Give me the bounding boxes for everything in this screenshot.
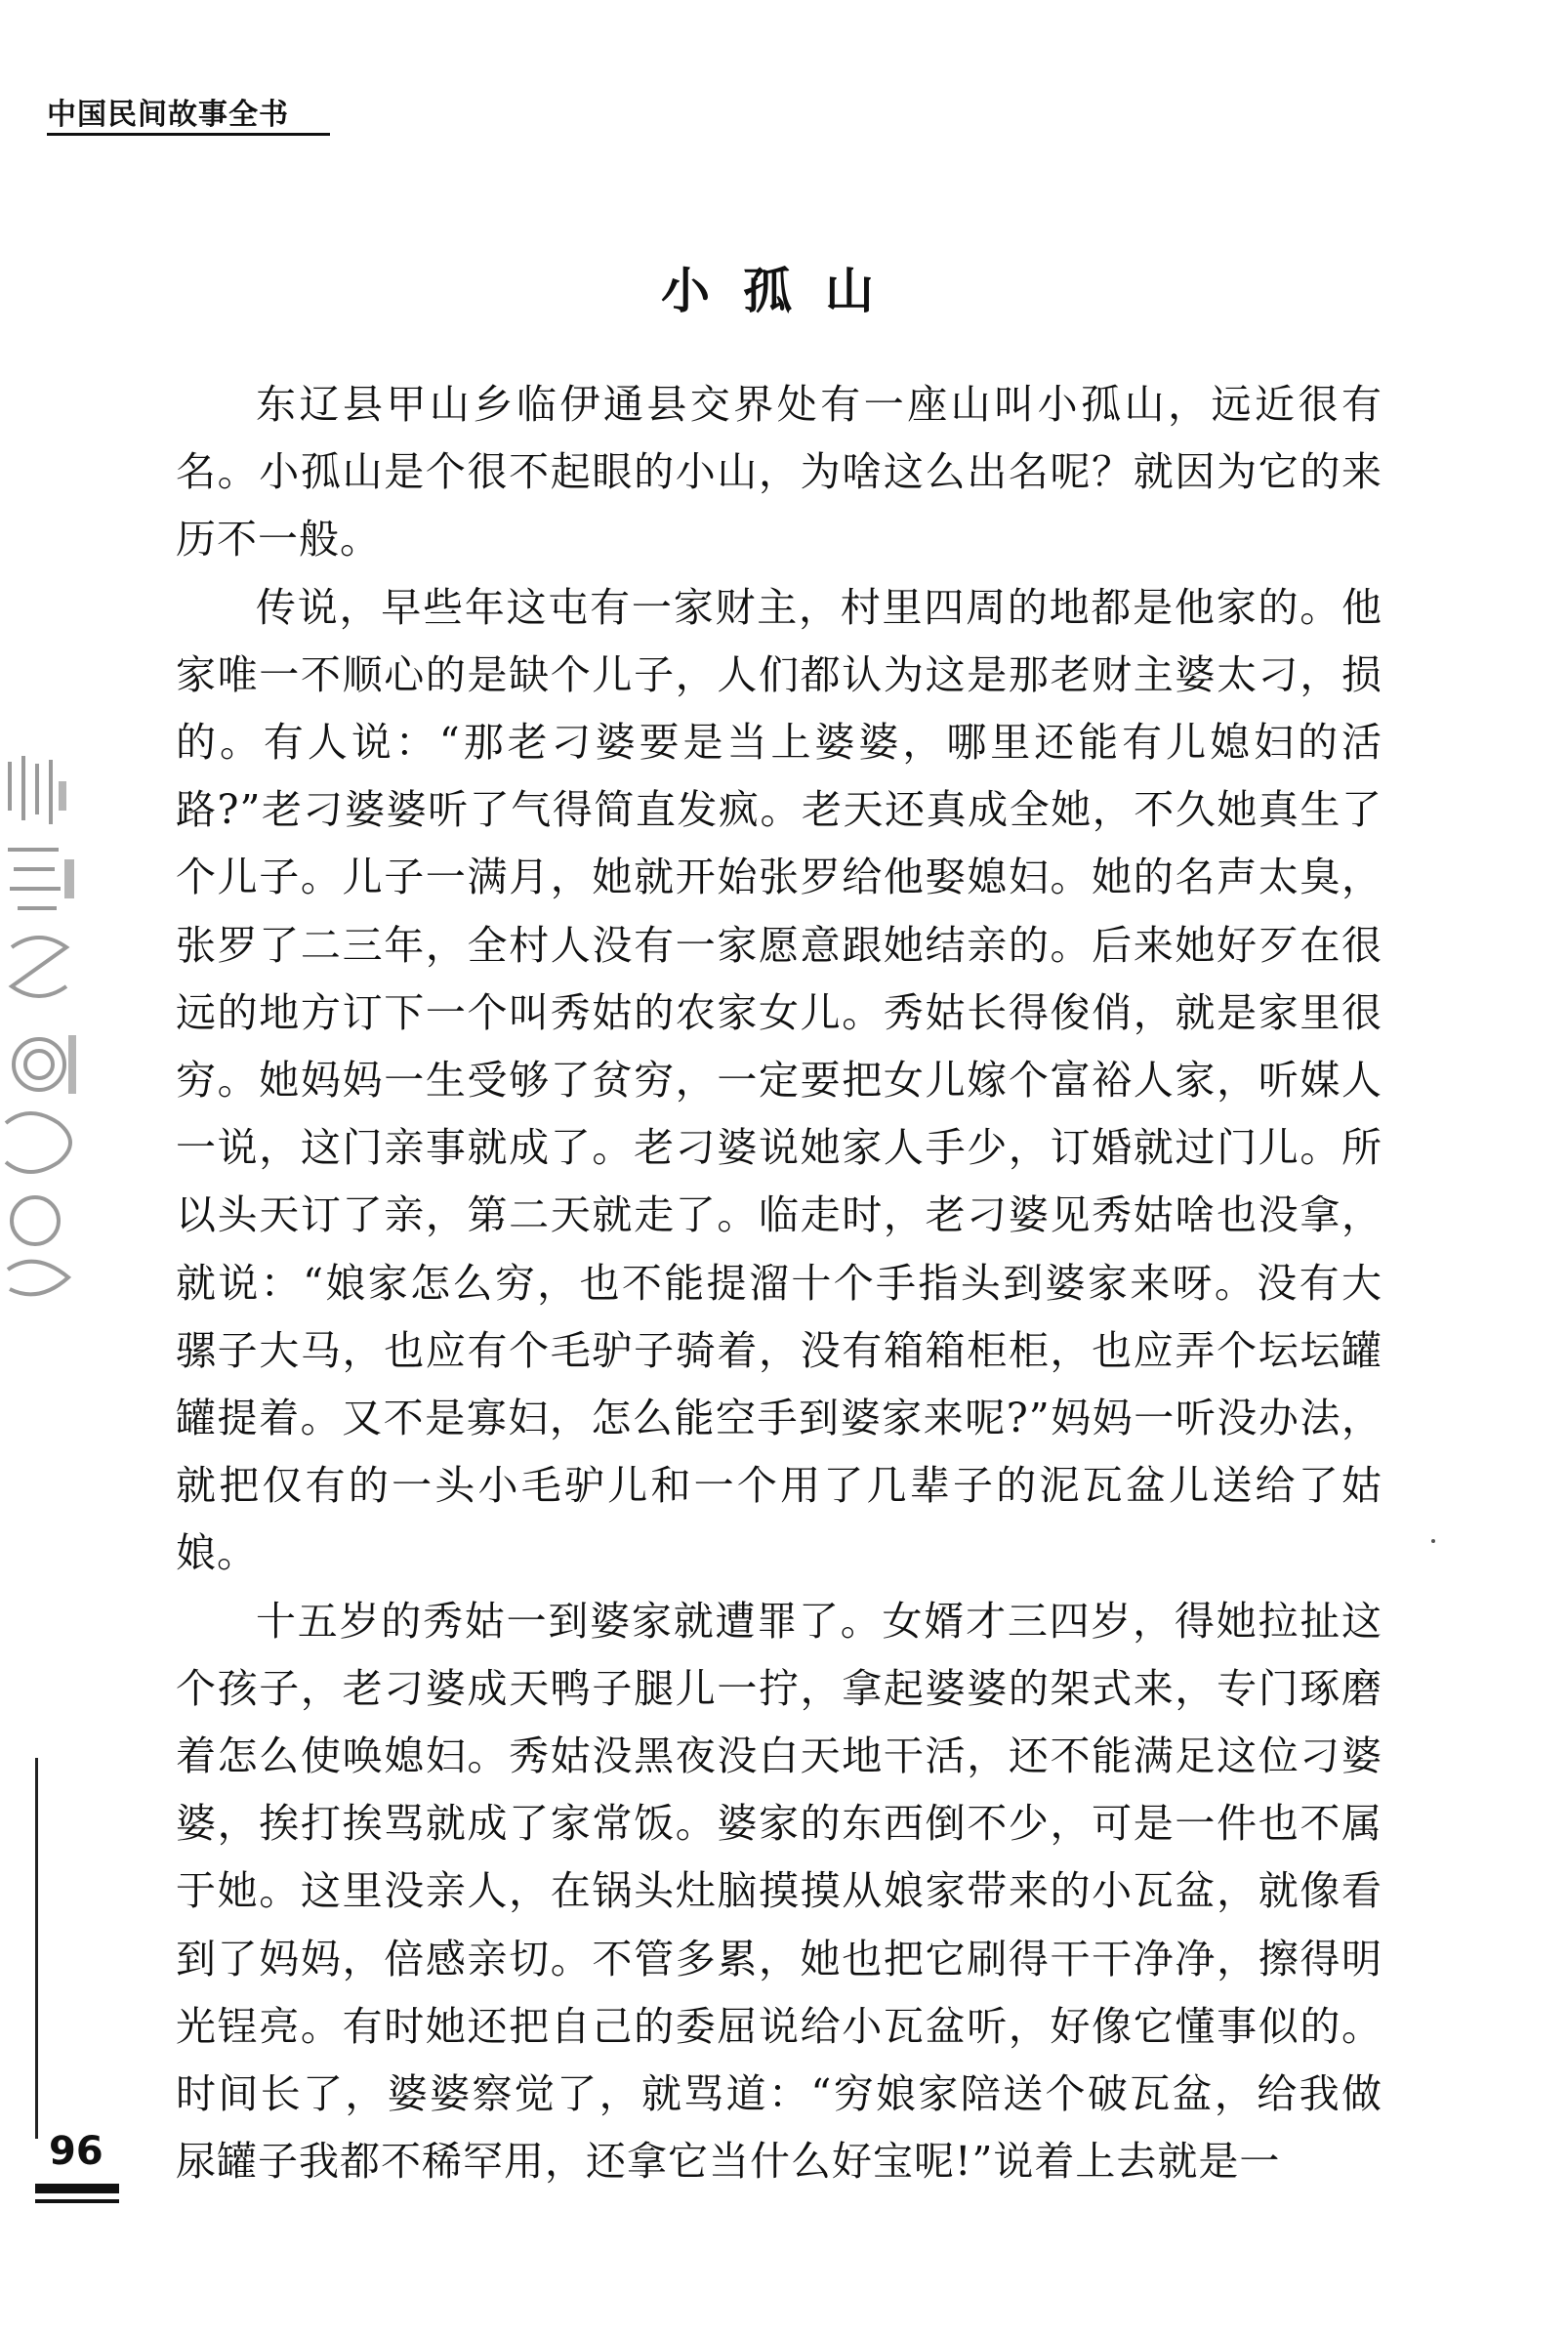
ornamental-pattern-icon xyxy=(0,742,94,1328)
header-underline xyxy=(47,133,330,136)
story-body xyxy=(176,371,1382,2195)
folio-bar xyxy=(35,2184,119,2193)
folio-bar-thin xyxy=(35,2199,119,2203)
paragraph-1: 东辽县甲山乡临伊通县交界处有一座山叫小孤山，远近很有名。小孤山是个很不起眼的小山，为啥这么出名呢？就因为它的来历不一般。 xyxy=(176,381,1382,563)
running-header: 中国民间故事全书 xyxy=(47,98,289,132)
page-number: 96 xyxy=(49,2129,103,2174)
paragraph-3: 十五岁的秀姑一到婆家就遭罪了。女婿才三四岁，得她拉扯这个孩子，老刁婆成天鸭子腿儿一拧，拿起婆婆的架式来，专门琢磨着怎么使唤媳妇。秀姑没黑夜没白天地干活，还不能满足这位刁婆婆，挨打挨骂就成了家常饭。婆家的东西倒不少，可是一件也不属于她。这里没亲人，在锅头灶脑摸摸从娘家带来的小瓦盆，就像看到了妈妈，倍感亲切。不管多累，她也把它刷得干干净净，擦得明光锃亮。有时她还把自己的委屈说给小瓦盆听，好像它懂事似的。时间长了，婆婆察觉了，就骂道：“穷娘家陪送个破瓦盆，给我做尿罐子我都不稀罕用，还拿它当什么好宝呢!”说着上去就是一 xyxy=(176,1597,1382,2186)
print-speck xyxy=(1431,1539,1435,1543)
paragraph-2: 传说，早些年这屯有一家财主，村里四周的地都是他家的。他家唯一不顺心的是缺个儿子，人们都认为这是那老财主婆太刁，损的。有人说：“那老刁婆要是当上婆婆，哪里还能有儿媳妇的活路?”老刁婆婆听了气得简直发疯。老天还真成全她，不久她真生了个儿子。儿子一满月，她就开始张罗给他娶媳妇。她的名声太臭，张罗了二三年，全村人没有一家愿意跟她结亲的。后来她好歹在很远的地方订下一个叫秀姑的农家女儿。秀姑长得俊俏，就是家里很穷。她妈妈一生受够了贫穷，一定要把女儿嫁个富裕人家，听媒人一说，这门亲事就成了。老刁婆说她家人手少，订婚就过门儿。所以头天订了亲，第二天就走了。临走时，老刁婆见秀姑啥也没拿，就说：“娘家怎么穷，也不能提溜十个手指头到婆家来呀。没有大骡子大马，也应有个毛驴子骑着，没有箱箱柜柜，也应弄个坛坛罐罐提着。又不是寡妇，怎么能空手到婆家来呢?”妈妈一听没办法，就把仅有的一头小毛驴儿和一个用了几辈子的泥瓦盆儿送给了姑娘。 xyxy=(176,583,1382,1577)
margin-vertical-rule xyxy=(35,1758,38,2139)
story-title: 小孤山 xyxy=(661,262,907,319)
